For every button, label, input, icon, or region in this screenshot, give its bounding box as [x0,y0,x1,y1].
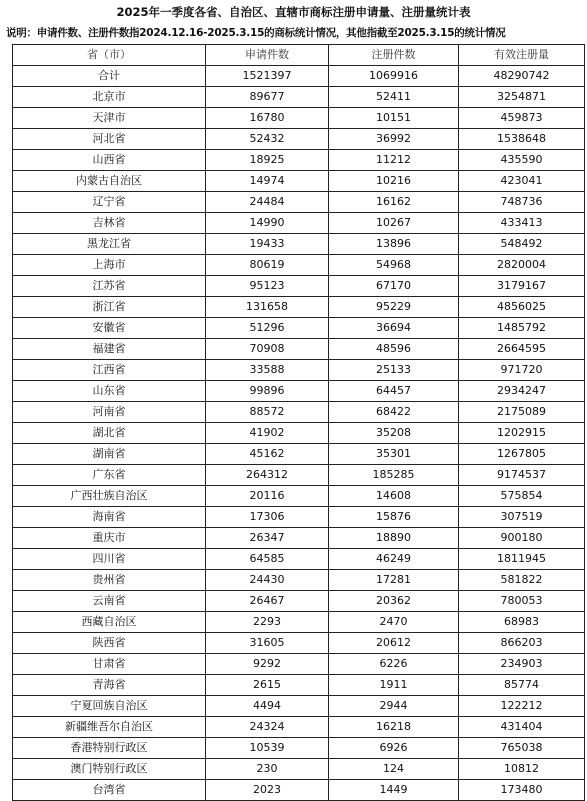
valid-registrations-cell: 9174537 [459,465,585,486]
applications-cell: 18925 [206,150,329,171]
valid-registrations-cell: 3254871 [459,87,585,108]
header-valid-registrations: 有效注册量 [459,45,585,66]
registrations-cell: 25133 [329,360,459,381]
province-cell: 云南省 [13,591,206,612]
valid-registrations-cell: 1267805 [459,444,585,465]
table-row [13,465,585,486]
registrations-cell: 124 [329,759,459,780]
province-cell: 江西省 [13,360,206,381]
applications-cell: 2615 [206,675,329,696]
valid-registrations-cell: 575854 [459,486,585,507]
header-applications: 申请件数 [206,45,329,66]
province-cell: 北京市 [13,87,206,108]
valid-registrations-cell: 1538648 [459,129,585,150]
table-body [13,66,585,801]
valid-registrations-cell: 459873 [459,108,585,129]
registrations-cell: 20612 [329,633,459,654]
table-row [13,339,585,360]
table-header-row [13,45,585,66]
province-cell: 四川省 [13,549,206,570]
applications-cell: 95123 [206,276,329,297]
province-cell: 湖北省 [13,423,206,444]
province-cell: 上海市 [13,255,206,276]
province-cell: 天津市 [13,108,206,129]
table-row [13,171,585,192]
table-row [13,570,585,591]
province-cell: 内蒙古自治区 [13,171,206,192]
province-cell: 湖南省 [13,444,206,465]
applications-cell: 51296 [206,318,329,339]
applications-cell: 14990 [206,213,329,234]
province-cell: 甘肃省 [13,654,206,675]
registrations-cell: 1069916 [329,66,459,87]
registrations-cell: 10216 [329,171,459,192]
table-row [13,255,585,276]
valid-registrations-cell: 866203 [459,633,585,654]
applications-cell: 264312 [206,465,329,486]
applications-cell: 89677 [206,87,329,108]
province-cell: 西藏自治区 [13,612,206,633]
registrations-cell: 10151 [329,108,459,129]
valid-registrations-cell: 1202915 [459,423,585,444]
table-row [13,381,585,402]
registrations-cell: 1911 [329,675,459,696]
table-row [13,108,585,129]
registrations-cell: 36992 [329,129,459,150]
applications-cell: 41902 [206,423,329,444]
province-cell: 吉林省 [13,213,206,234]
valid-registrations-cell: 423041 [459,171,585,192]
valid-registrations-cell: 85774 [459,675,585,696]
valid-registrations-cell: 68983 [459,612,585,633]
province-cell: 广东省 [13,465,206,486]
table-row [13,633,585,654]
valid-registrations-cell: 2820004 [459,255,585,276]
province-cell: 海南省 [13,507,206,528]
registrations-cell: 1449 [329,780,459,801]
valid-registrations-cell: 122212 [459,696,585,717]
applications-cell: 24484 [206,192,329,213]
table-row-total [13,66,585,87]
province-cell: 山东省 [13,381,206,402]
table-row [13,402,585,423]
valid-registrations-cell: 2175089 [459,402,585,423]
valid-registrations-cell: 48290742 [459,66,585,87]
table-row [13,360,585,381]
header-province: 省（市） [13,45,206,66]
province-cell: 黑龙江省 [13,234,206,255]
applications-cell: 2023 [206,780,329,801]
registrations-cell: 10267 [329,213,459,234]
province-cell: 香港特别行政区 [13,738,206,759]
province-cell: 台湾省 [13,780,206,801]
valid-registrations-cell: 765038 [459,738,585,759]
applications-cell: 230 [206,759,329,780]
registrations-cell: 2944 [329,696,459,717]
applications-cell: 24324 [206,717,329,738]
applications-cell: 131658 [206,297,329,318]
province-cell: 河南省 [13,402,206,423]
applications-cell: 2293 [206,612,329,633]
registrations-cell: 95229 [329,297,459,318]
valid-registrations-cell: 971720 [459,360,585,381]
registrations-cell: 18890 [329,528,459,549]
table-row [13,150,585,171]
province-cell: 辽宁省 [13,192,206,213]
applications-cell: 9292 [206,654,329,675]
table-row [13,612,585,633]
province-cell: 陕西省 [13,633,206,654]
registrations-cell: 48596 [329,339,459,360]
province-cell: 安徽省 [13,318,206,339]
applications-cell: 99896 [206,381,329,402]
applications-cell: 33588 [206,360,329,381]
applications-cell: 70908 [206,339,329,360]
table-row [13,654,585,675]
valid-registrations-cell: 748736 [459,192,585,213]
valid-registrations-cell: 431404 [459,717,585,738]
province-cell: 河北省 [13,129,206,150]
registrations-cell: 46249 [329,549,459,570]
province-cell: 福建省 [13,339,206,360]
registrations-cell: 20362 [329,591,459,612]
registrations-cell: 6926 [329,738,459,759]
valid-registrations-cell: 2664595 [459,339,585,360]
province-cell: 青海省 [13,675,206,696]
registrations-cell: 64457 [329,381,459,402]
province-cell: 重庆市 [13,528,206,549]
registrations-cell: 11212 [329,150,459,171]
table-row [13,780,585,801]
registrations-cell: 54968 [329,255,459,276]
table-row [13,549,585,570]
applications-cell: 1521397 [206,66,329,87]
registrations-cell: 17281 [329,570,459,591]
table-row [13,675,585,696]
province-cell: 澳门特别行政区 [13,759,206,780]
applications-cell: 52432 [206,129,329,150]
province-cell: 合计 [13,66,206,87]
applications-cell: 45162 [206,444,329,465]
table-row [13,717,585,738]
table-row [13,591,585,612]
applications-cell: 26347 [206,528,329,549]
table-row [13,444,585,465]
document-note: 说明：申请件数、注册件数指2024.12.16-2025.3.15的商标统计情况，其他指截至2025.3.15的统计情况 [6,27,506,39]
registrations-cell: 35301 [329,444,459,465]
province-cell: 宁夏回族自治区 [13,696,206,717]
valid-registrations-cell: 173480 [459,780,585,801]
registrations-cell: 16218 [329,717,459,738]
registrations-cell: 36694 [329,318,459,339]
applications-cell: 24430 [206,570,329,591]
registrations-cell: 14608 [329,486,459,507]
table-row [13,234,585,255]
registrations-cell: 16162 [329,192,459,213]
valid-registrations-cell: 548492 [459,234,585,255]
table-row [13,528,585,549]
table-row [13,696,585,717]
applications-cell: 14974 [206,171,329,192]
table-row [13,318,585,339]
valid-registrations-cell: 234903 [459,654,585,675]
province-cell: 广西壮族自治区 [13,486,206,507]
applications-cell: 80619 [206,255,329,276]
table-row [13,738,585,759]
applications-cell: 19433 [206,234,329,255]
registrations-cell: 52411 [329,87,459,108]
valid-registrations-cell: 435590 [459,150,585,171]
applications-cell: 64585 [206,549,329,570]
valid-registrations-cell: 3179167 [459,276,585,297]
registrations-cell: 185285 [329,465,459,486]
table-row [13,129,585,150]
valid-registrations-cell: 1811945 [459,549,585,570]
applications-cell: 4494 [206,696,329,717]
table-row [13,759,585,780]
valid-registrations-cell: 433413 [459,213,585,234]
table-row [13,507,585,528]
applications-cell: 10539 [206,738,329,759]
valid-registrations-cell: 2934247 [459,381,585,402]
applications-cell: 88572 [206,402,329,423]
province-cell: 山西省 [13,150,206,171]
valid-registrations-cell: 780053 [459,591,585,612]
table-row [13,486,585,507]
table-row [13,297,585,318]
registrations-cell: 35208 [329,423,459,444]
table-row [13,423,585,444]
header-registrations: 注册件数 [329,45,459,66]
province-cell: 新疆维吾尔自治区 [13,717,206,738]
registrations-cell: 67170 [329,276,459,297]
registrations-cell: 13896 [329,234,459,255]
trademark-statistics-table [12,44,585,801]
applications-cell: 31605 [206,633,329,654]
registrations-cell: 68422 [329,402,459,423]
registrations-cell: 2470 [329,612,459,633]
province-cell: 贵州省 [13,570,206,591]
valid-registrations-cell: 900180 [459,528,585,549]
document-title: 2025年一季度各省、自治区、直辖市商标注册申请量、注册量统计表 [116,5,471,19]
registrations-cell: 6226 [329,654,459,675]
valid-registrations-cell: 4856025 [459,297,585,318]
registrations-cell: 15876 [329,507,459,528]
table-row [13,87,585,108]
table-row [13,276,585,297]
applications-cell: 20116 [206,486,329,507]
applications-cell: 26467 [206,591,329,612]
valid-registrations-cell: 1485792 [459,318,585,339]
table-row [13,192,585,213]
valid-registrations-cell: 581822 [459,570,585,591]
province-cell: 江苏省 [13,276,206,297]
valid-registrations-cell: 307519 [459,507,585,528]
table-row [13,213,585,234]
applications-cell: 17306 [206,507,329,528]
province-cell: 浙江省 [13,297,206,318]
valid-registrations-cell: 10812 [459,759,585,780]
applications-cell: 16780 [206,108,329,129]
